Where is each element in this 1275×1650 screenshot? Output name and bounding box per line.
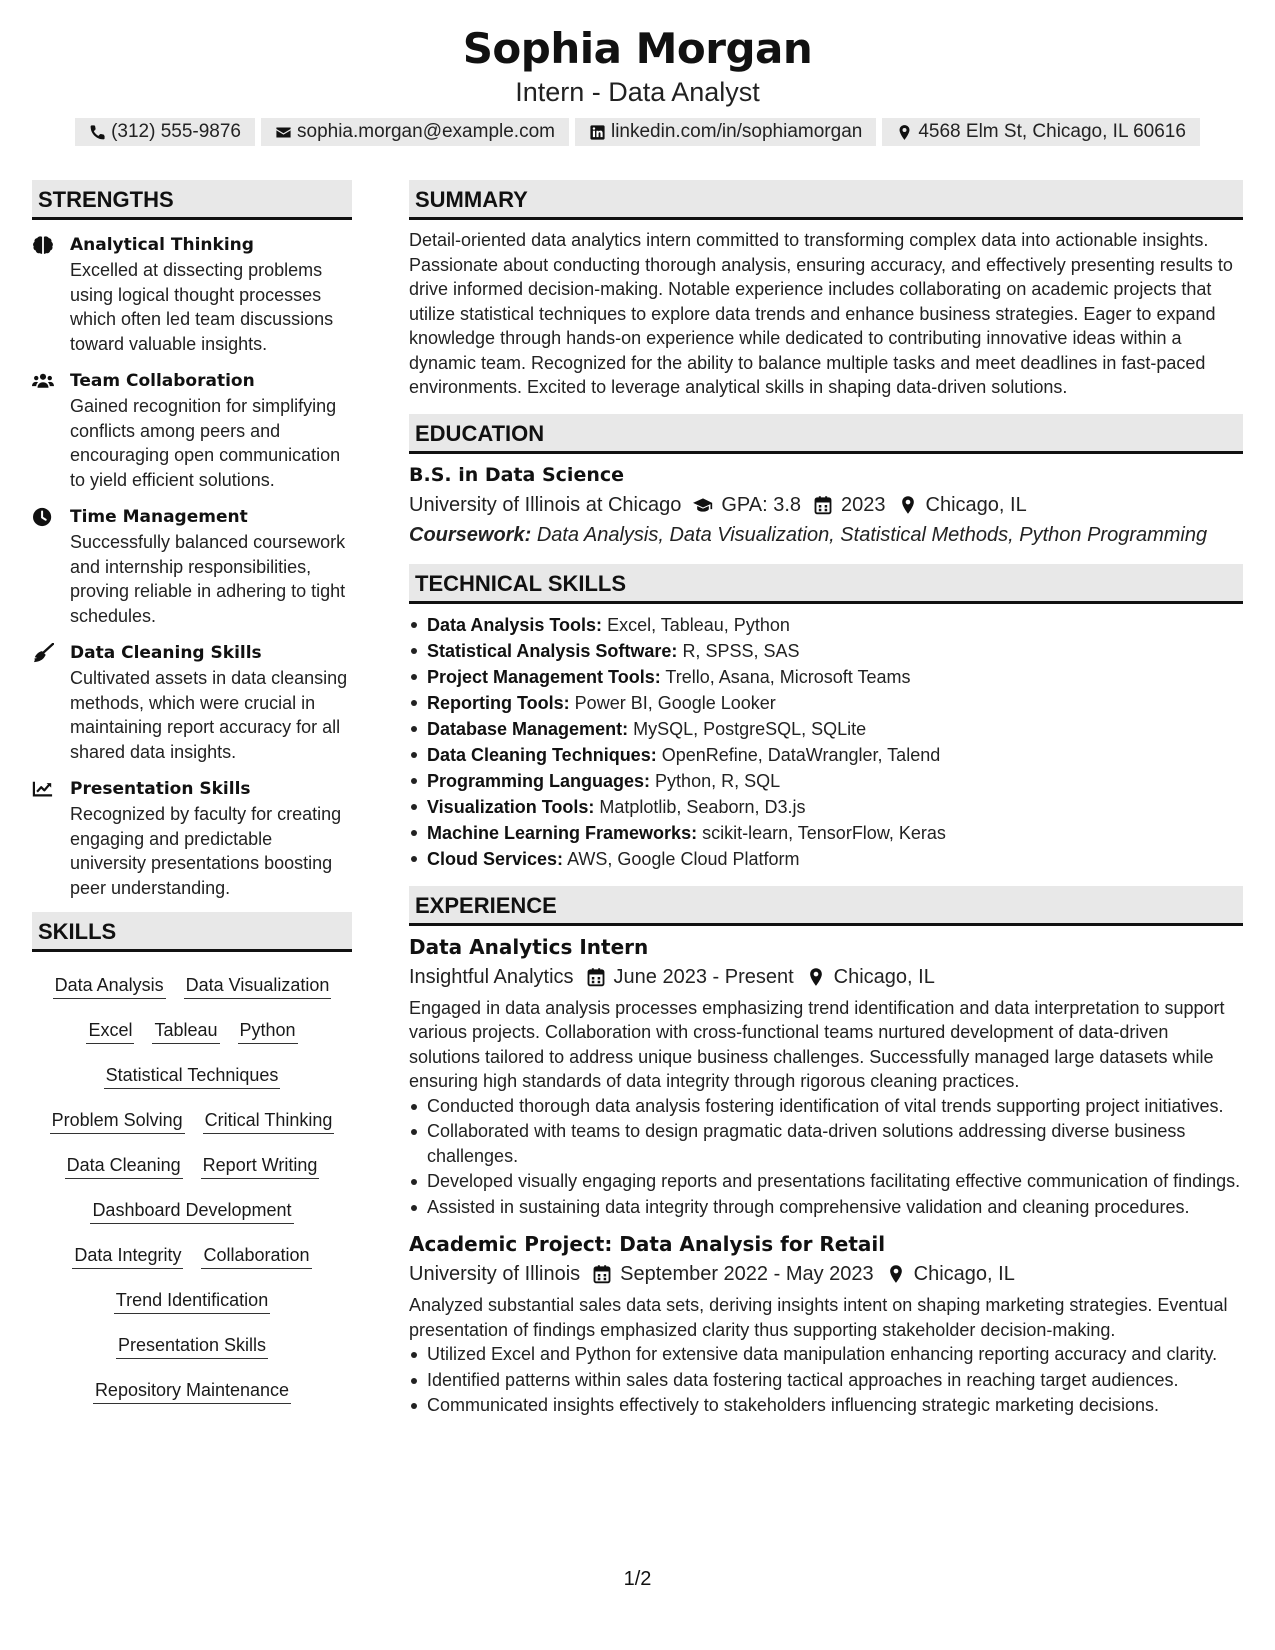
- list-item: Project Management Tools: Trello, Asana, Microsoft Teams: [409, 664, 1243, 690]
- skill-tag: Tableau: [152, 1009, 219, 1054]
- strength-item: [32, 776, 352, 900]
- coursework: [409, 520, 1243, 550]
- skill-tag: Data Integrity: [72, 1234, 183, 1279]
- contact-linkedin[interactable]: [575, 118, 876, 146]
- chart-line-icon: [32, 779, 54, 799]
- list-item: Communicated insights effectively to stakeholders influencing strategic marketing decisions.: [409, 1393, 1243, 1418]
- skill-tag: Critical Thinking: [203, 1099, 335, 1144]
- job-bullets: [409, 1094, 1243, 1220]
- job-org: Insightful Analytics: [409, 965, 574, 988]
- list-item: Conducted thorough data analysis fostering identification of vital trends supporting project initiatives.: [409, 1094, 1243, 1119]
- skill-tag: Python: [238, 1009, 298, 1054]
- gpa: GPA: 3.8: [721, 493, 802, 516]
- skill-tag: Excel: [86, 1009, 134, 1054]
- skill-tag: Data Visualization: [184, 964, 332, 1009]
- education-location: Chicago, IL: [925, 493, 1027, 516]
- page-number: 1/2: [623, 1568, 652, 1590]
- coursework-label: Coursework:: [409, 523, 532, 546]
- job-description: Analyzed substantial sales data sets, deriving insights intent on shaping marketing strategies. Eventual presentation of findings emphasized clarity thus supporting stakeholder decision-making.: [409, 1295, 1228, 1340]
- strength-title: Data Cleaning Skills: [70, 643, 262, 663]
- resume-header: [0, 0, 1275, 146]
- job-dates: September 2022 - May 2023: [620, 1263, 874, 1285]
- education-entry: [409, 454, 1243, 564]
- map-pin-icon: [886, 1264, 906, 1284]
- contact-email[interactable]: [261, 118, 569, 146]
- phone-icon: [89, 124, 106, 141]
- skills-heading: SKILLS: [32, 912, 352, 952]
- skill-tag: Dashboard Development: [90, 1189, 293, 1234]
- left-column: [32, 180, 352, 1428]
- strength-title: Presentation Skills: [70, 779, 251, 799]
- strength-title: Analytical Thinking: [70, 235, 254, 255]
- candidate-name: Sophia Morgan: [462, 24, 813, 73]
- map-pin-icon: [898, 495, 918, 515]
- contact-bar: [0, 118, 1275, 146]
- strength-desc: Recognized by faculty for creating engaging and predictable university presentations boosting peer understanding.: [70, 804, 342, 898]
- strength-title: Time Management: [70, 507, 248, 527]
- job-dates: June 2023 - Present: [613, 965, 794, 988]
- list-item: Identified patterns within sales data fostering tactical approaches in reaching target audiences.: [409, 1368, 1243, 1393]
- candidate-role: Intern - Data Analyst: [515, 77, 760, 107]
- skill-tag: Data Cleaning: [65, 1144, 183, 1189]
- strength-title: Team Collaboration: [70, 371, 255, 391]
- list-item: Data Cleaning Techniques: OpenRefine, DataWrangler, Talend: [409, 742, 1243, 768]
- skills-tags: [32, 952, 352, 1414]
- education-heading: EDUCATION: [409, 414, 1243, 454]
- strength-desc: Successfully balanced coursework and internship responsibilities, proving reliable in adhering to tight schedules.: [70, 532, 346, 626]
- coursework-list: Data Analysis, Data Visualization, Statistical Methods, Python Programming: [536, 523, 1208, 546]
- list-item: Machine Learning Frameworks: scikit-learn, TensorFlow, Keras: [409, 820, 1243, 846]
- skill-tag: Repository Maintenance: [93, 1369, 291, 1414]
- list-item: Collaborated with teams to design pragmatic data-driven solutions addressing diverse business challenges.: [409, 1119, 1243, 1168]
- job-location: Chicago, IL: [833, 965, 935, 988]
- list-item: Database Management: MySQL, PostgreSQL, SQLite: [409, 716, 1243, 742]
- strength-item: [32, 368, 352, 492]
- list-item: Data Analysis Tools: Excel, Tableau, Python: [409, 612, 1243, 638]
- skill-tag: Statistical Techniques: [104, 1054, 281, 1099]
- skill-tag: Presentation Skills: [116, 1324, 268, 1369]
- broom-icon: [32, 643, 54, 663]
- calendar-icon: [813, 495, 833, 515]
- list-item: Cloud Services: AWS, Google Cloud Platform: [409, 846, 1243, 872]
- skill-tag: Data Analysis: [53, 964, 166, 1009]
- graduation-cap-icon: [693, 495, 713, 515]
- job-meta: [409, 962, 1243, 992]
- address-text: 4568 Elm St, Chicago, IL 60616: [918, 121, 1186, 142]
- job-org: University of Illinois: [409, 1263, 581, 1285]
- map-pin-icon: [896, 124, 913, 141]
- experience-heading: EXPERIENCE: [409, 886, 1243, 926]
- list-item: Assisted in sustaining data integrity through comprehensive validation and cleaning procedures.: [409, 1195, 1243, 1220]
- users-icon: [32, 371, 54, 391]
- list-item: Programming Languages: Python, R, SQL: [409, 768, 1243, 794]
- calendar-icon: [586, 967, 606, 987]
- technical-skills-heading: TECHNICAL SKILLS: [409, 564, 1243, 604]
- strength-desc: Cultivated assets in data cleansing methods, which were crucial in maintaining report accuracy for all shared data insights.: [70, 668, 348, 762]
- skill-tag: Trend Identification: [114, 1279, 270, 1324]
- job-location: Chicago, IL: [913, 1263, 1015, 1285]
- summary-heading: SUMMARY: [409, 180, 1243, 220]
- list-item: Visualization Tools: Matplotlib, Seaborn, D3.js: [409, 794, 1243, 820]
- strength-desc: Excelled at dissecting problems using logical thought processes which often led team discussions toward valuable insights.: [70, 260, 334, 354]
- summary-text: Detail-oriented data analytics intern committed to transforming complex data into actionable insights. Passionate about conducting thorough analysis, ensuring accuracy, and effectively presenting results to drive informed decision-making. Notable experience includes collaborating on academic projects that utilize statistical techniques to explore data trends and enhance business strategies. Eager to expand knowledge through hands-on experience while dedicated to contributing innovative ideas within a dynamic team. Recognized for the ability to balance multiple tasks and meet deadlines in fast-paced environments. Excited to leverage analytical skills in shaping data-driven solutions.: [409, 230, 1233, 397]
- contact-address: [882, 118, 1200, 146]
- job-description: Engaged in data analysis processes emphasizing trend identification and data interpretation to support various projects. Collaboration with cross-functional teams nurtured development of data-driven solutions tailored to address unique business challenges. Successfully managed large datasets while ensuring high standards of data integrity through rigorous cleaning practices.: [409, 997, 1225, 1091]
- list-item: Developed visually engaging reports and presentations facilitating effective communication of findings.: [409, 1169, 1243, 1194]
- list-item: Utilized Excel and Python for extensive data manipulation enhancing reporting accuracy and clarity.: [409, 1342, 1243, 1367]
- job-bullets: [409, 1342, 1243, 1418]
- experience-entry: [409, 1229, 1243, 1418]
- experience-list: [409, 926, 1243, 1418]
- degree: B.S. in Data Science: [409, 463, 625, 486]
- list-item: Statistical Analysis Software: R, SPSS, SAS: [409, 638, 1243, 664]
- job-title: Data Analytics Intern: [409, 934, 649, 959]
- right-column: [409, 180, 1243, 1428]
- brain-icon: [32, 235, 54, 255]
- phone-text: (312) 555-9876: [111, 121, 241, 142]
- strength-item: [32, 640, 352, 764]
- graduation-year: 2023: [841, 493, 886, 516]
- clock-icon: [32, 507, 54, 527]
- strengths-heading: STRENGTHS: [32, 180, 352, 220]
- email-text: sophia.morgan@example.com: [297, 121, 555, 142]
- skill-tag: Report Writing: [201, 1144, 320, 1189]
- envelope-icon: [275, 124, 292, 141]
- school-name: University of Illinois at Chicago: [409, 493, 682, 516]
- job-meta: [409, 1259, 1243, 1289]
- education-meta: [409, 490, 1243, 520]
- list-item: Reporting Tools: Power BI, Google Looker: [409, 690, 1243, 716]
- technical-skills-list: [409, 604, 1243, 886]
- linkedin-text: linkedin.com/in/sophiamorgan: [610, 121, 863, 142]
- skill-tag: Problem Solving: [50, 1099, 185, 1144]
- skill-tag: Collaboration: [201, 1234, 311, 1279]
- strength-desc: Gained recognition for simplifying conflicts among peers and encouraging open communication to yield efficient solutions.: [70, 396, 341, 490]
- strength-item: [32, 232, 352, 356]
- strength-item: [32, 504, 352, 628]
- contact-phone[interactable]: [75, 118, 255, 146]
- linkedin-icon: [589, 124, 606, 141]
- calendar-icon: [592, 1264, 612, 1284]
- experience-entry: [409, 932, 1243, 1220]
- job-title: Academic Project: Data Analysis for Retail: [409, 1232, 886, 1256]
- map-pin-icon: [806, 967, 826, 987]
- strengths-list: [32, 220, 352, 900]
